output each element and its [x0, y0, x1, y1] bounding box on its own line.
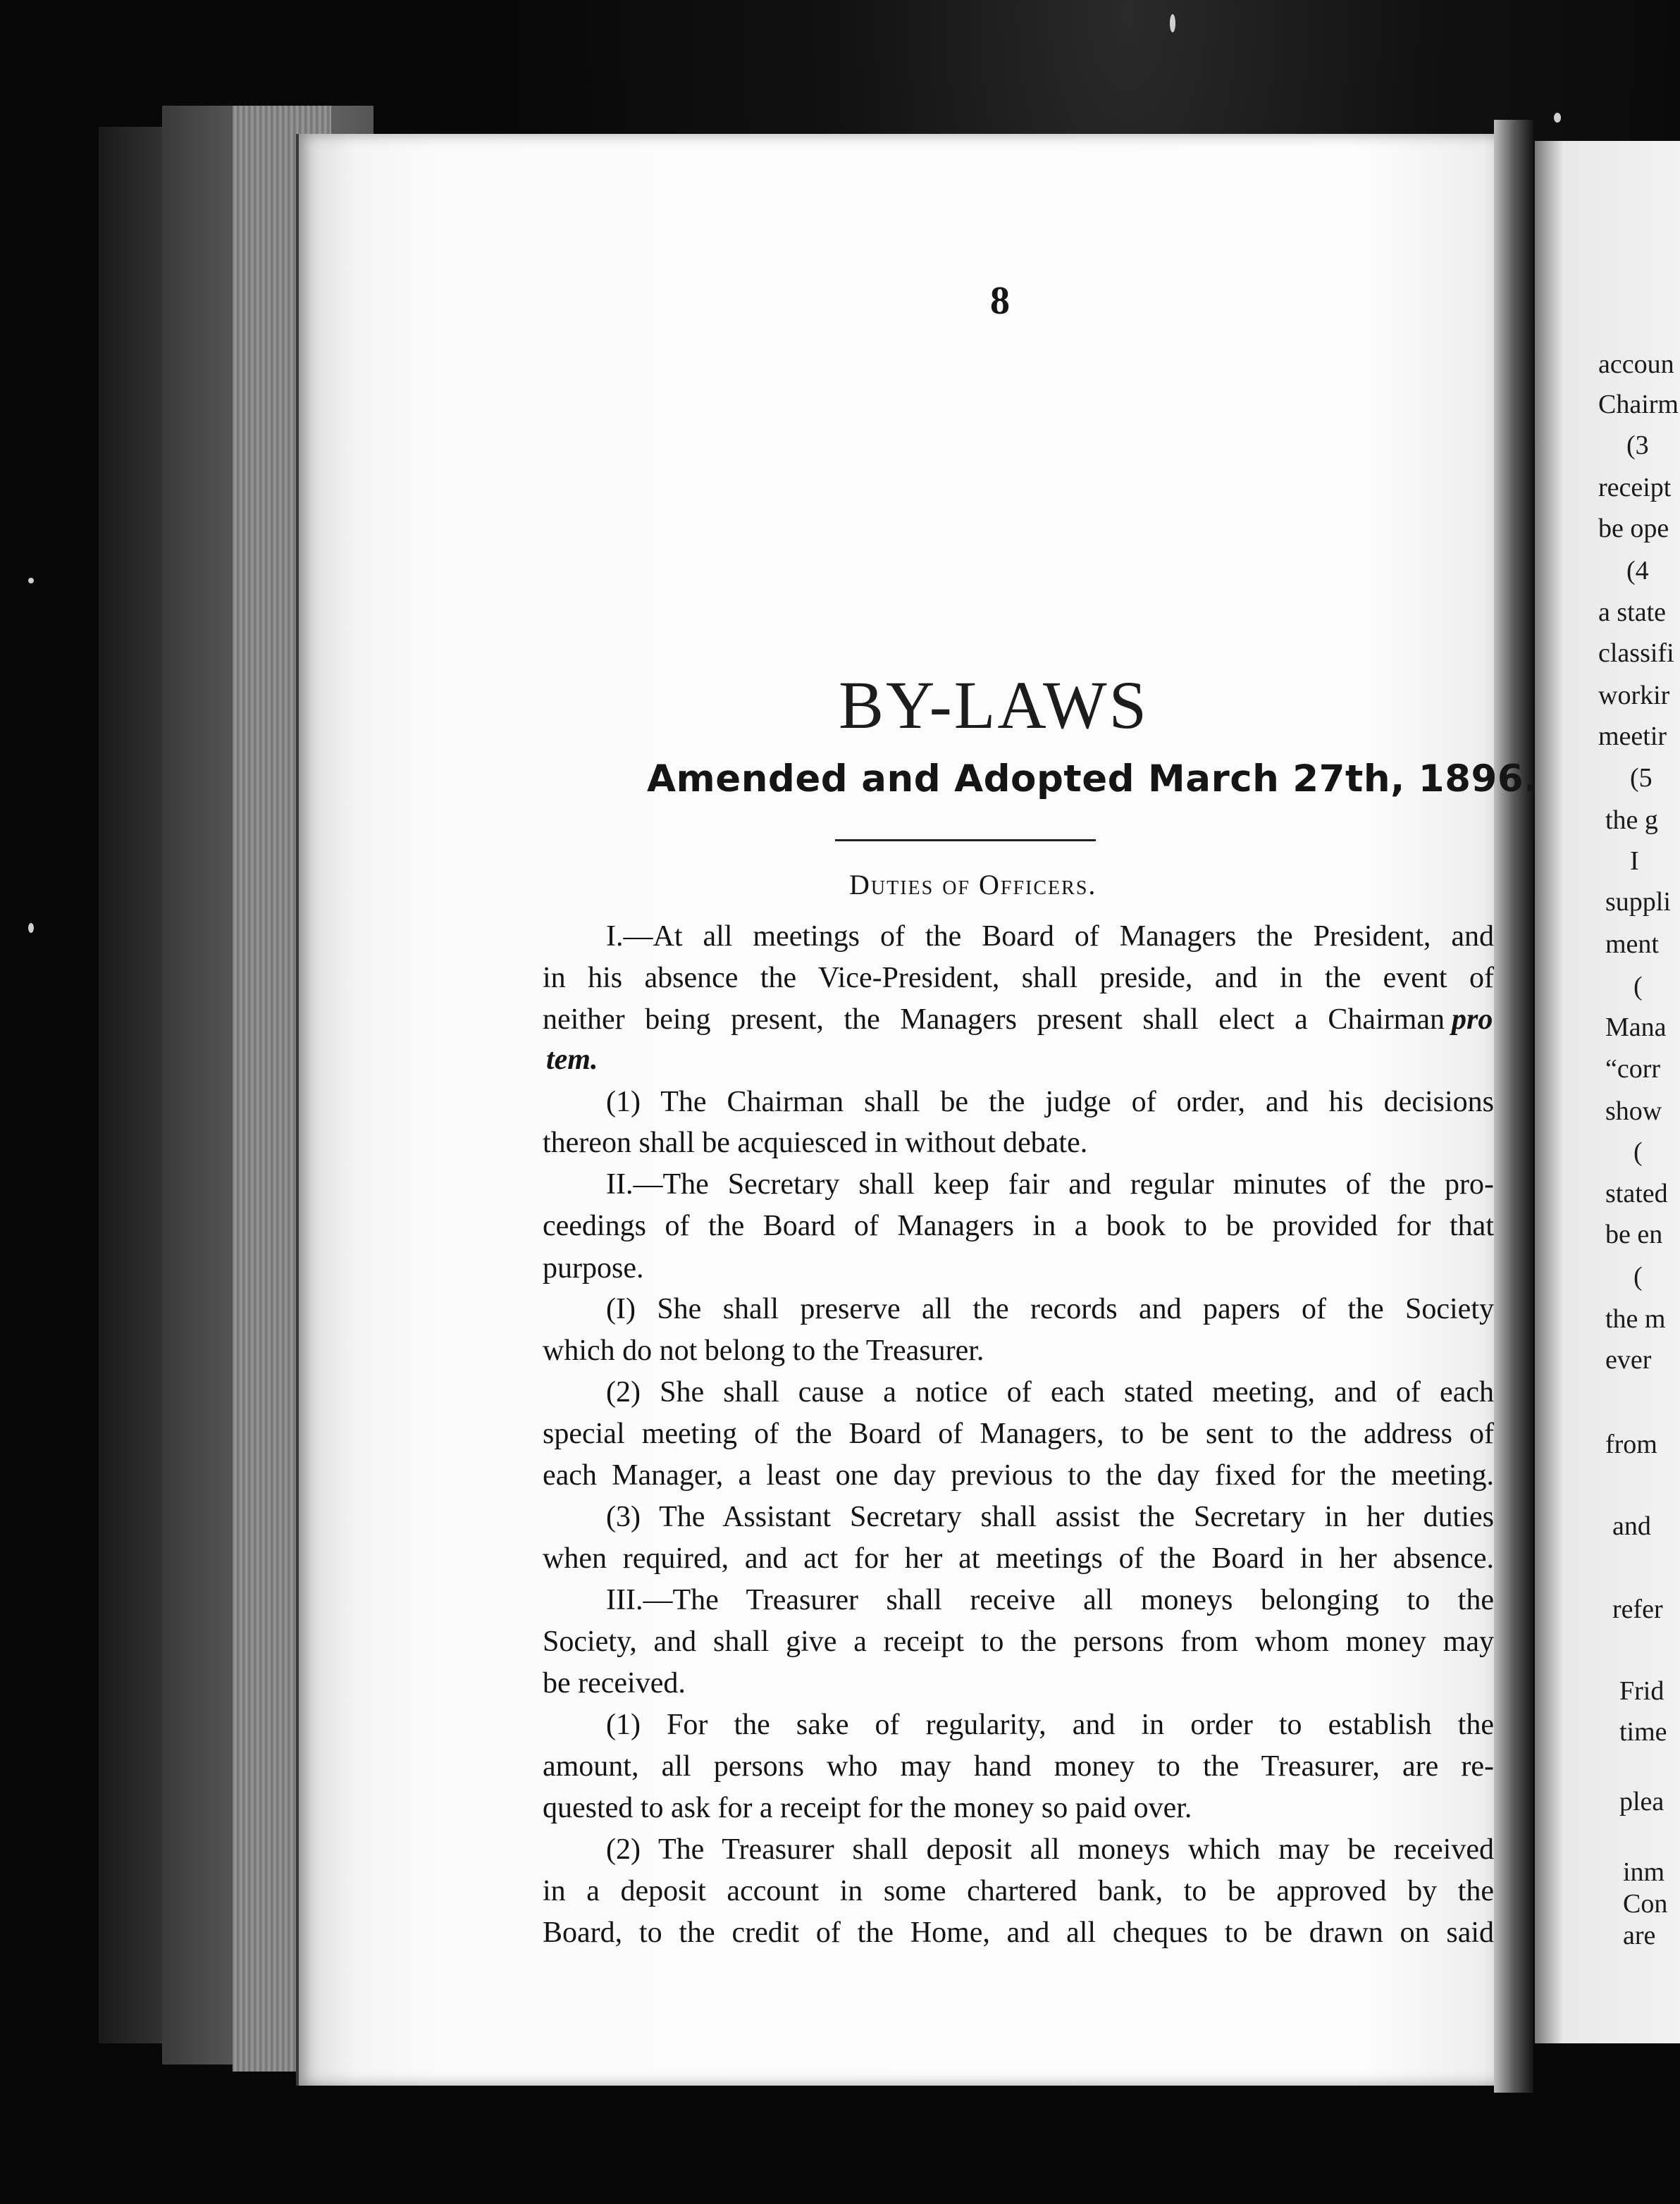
facing-page-fragment: (3 — [1626, 431, 1649, 460]
dust-speck — [1170, 14, 1175, 32]
text-line: (1) For the sake of regularity, and in order to establish the — [606, 1709, 1494, 1741]
text-line: (2) The Treasurer shall deposit all moneys which may be received — [606, 1833, 1494, 1866]
facing-page-fragment: stated — [1605, 1179, 1668, 1208]
facing-page-fragment: I — [1630, 846, 1639, 876]
facing-page-fragment: Con — [1623, 1889, 1668, 1919]
text-line: (3) The Assistant Secretary shall assist the Secretary in her duties — [606, 1501, 1494, 1533]
text-line: purpose. — [543, 1252, 644, 1284]
text-line-segment: neither being present, the Managers present shall elect a Chairman — [543, 1003, 1445, 1036]
text-line: each Manager, a least one day previous to the day fixed for the meeting. — [543, 1459, 1494, 1492]
text-line: quested to ask for a receipt for the money so paid over. — [543, 1792, 1192, 1824]
facing-page-fragment: a state — [1598, 598, 1667, 627]
facing-page-fragment: and — [1612, 1511, 1651, 1541]
italic-pro: pro — [1452, 1003, 1493, 1036]
page-title: BY-LAWS — [839, 667, 1149, 743]
facing-page-fragment: from — [1605, 1430, 1657, 1459]
facing-page-fragment: be ope — [1598, 514, 1669, 543]
facing-page-fragment: refer — [1612, 1595, 1663, 1624]
facing-page-fragment: ever — [1605, 1345, 1652, 1375]
facing-page-fragment: classifi — [1598, 638, 1674, 668]
facing-page-fragment: suppli — [1605, 887, 1671, 917]
page-number: 8 — [990, 279, 1010, 323]
facing-page-fragment: “corr — [1605, 1054, 1661, 1084]
text-line: (1) The Chairman shall be the judge of order, and his decisions — [606, 1086, 1494, 1118]
facing-page-fragment: Mana — [1605, 1013, 1667, 1042]
dust-speck — [1554, 113, 1561, 123]
text-line: I.—At all meetings of the Board of Managers the President, and — [606, 920, 1494, 953]
text-line: be received. — [543, 1667, 686, 1700]
facing-page-fragment: Frid — [1619, 1676, 1664, 1706]
facing-page-fragment: accoun — [1598, 349, 1674, 379]
text-line: thereon shall be acquiesced in without debate. — [543, 1127, 1088, 1159]
facing-page-fragment: plea — [1619, 1787, 1664, 1816]
text-line: II.—The Secretary shall keep fair and regular minutes of the pro- — [606, 1168, 1494, 1201]
dust-speck — [28, 578, 34, 583]
facing-page-fragment: be en — [1605, 1220, 1663, 1249]
facing-page-fragment: ment — [1605, 929, 1659, 959]
facing-page-fragment: (4 — [1626, 556, 1649, 586]
facing-page-fragment: time — [1619, 1717, 1667, 1747]
facing-page-fragment: ( — [1633, 1262, 1643, 1292]
text-line: in his absence the Vice-President, shall preside, and in the event of — [543, 962, 1494, 994]
facing-page-fragment: receipt — [1598, 473, 1672, 502]
text-line: amount, all persons who may hand money to the Treasurer, are re- — [543, 1750, 1494, 1783]
facing-page-fragment: meetir — [1598, 722, 1667, 751]
facing-page-fragment: the g — [1605, 805, 1658, 835]
page-subtitle: Amended and Adopted March 27th, 1896. — [647, 757, 1538, 800]
page-gutter — [1494, 120, 1533, 2093]
facing-page-fragment: workir — [1598, 681, 1670, 710]
text-line: Board, to the credit of the Home, and all cheques to be drawn on said — [543, 1917, 1494, 1949]
facing-page-fragment: ( — [1633, 972, 1643, 1001]
facing-page-fragment: ( — [1633, 1137, 1643, 1167]
section-heading: Duties of Officers. — [849, 869, 1097, 900]
text-line: when required, and act for her at meetings of the Board in her absence. — [543, 1542, 1494, 1575]
text-line: Society, and shall give a receipt to the persons from whom money may — [543, 1626, 1494, 1658]
text-line: (2) She shall cause a notice of each stated meeting, and of each — [606, 1376, 1494, 1409]
facing-page-fragment: inm — [1623, 1857, 1665, 1887]
text-line: special meeting of the Board of Managers, to be sent to the address of — [543, 1418, 1494, 1450]
italic-tem: tem. — [546, 1044, 598, 1076]
text-line — [543, 1003, 1445, 1036]
facing-page-fragment: are — [1623, 1921, 1656, 1950]
facing-page-fragment: show — [1605, 1096, 1662, 1126]
text-line: which do not belong to the Treasurer. — [543, 1335, 984, 1367]
text-line: in a deposit account in some chartered bank, to be approved by the — [543, 1875, 1494, 1907]
text-line: ceedings of the Board of Managers in a book to be provided for that — [543, 1210, 1494, 1242]
dust-speck — [28, 923, 34, 933]
facing-page-fragment: (5 — [1630, 763, 1653, 793]
text-line: (I) She shall preserve all the records and papers of the Society — [606, 1293, 1494, 1325]
facing-page — [1535, 141, 1680, 2043]
text-line: III.—The Treasurer shall receive all moneys belonging to the — [606, 1584, 1494, 1616]
title-rule — [835, 839, 1096, 841]
facing-page-fragment: Chairm — [1598, 390, 1679, 419]
facing-page-fragment: the m — [1605, 1304, 1666, 1334]
